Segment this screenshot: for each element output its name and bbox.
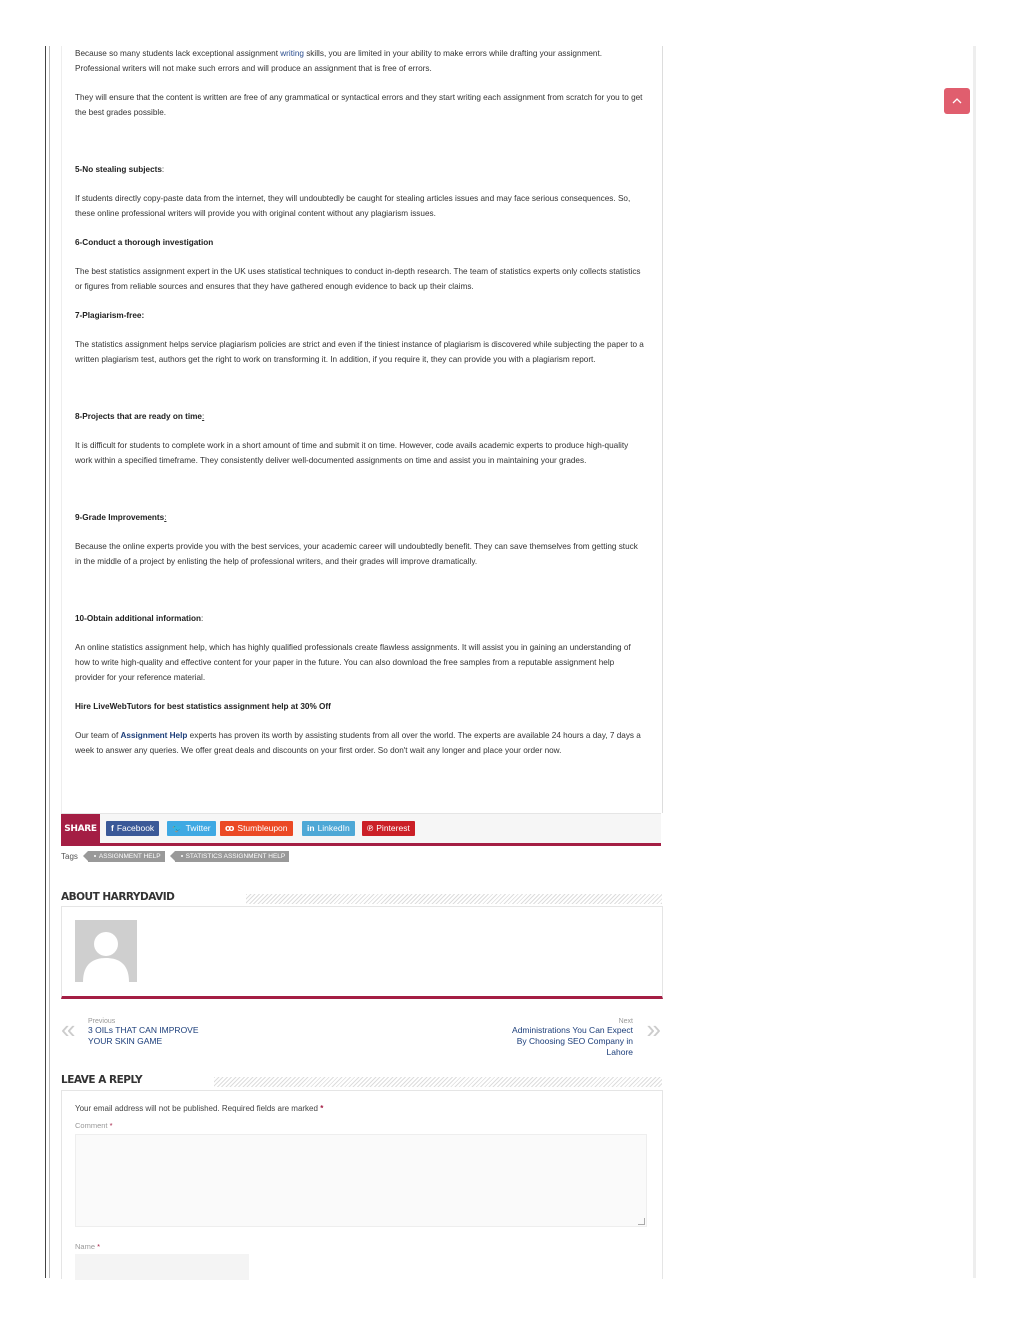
share-label: SHARE bbox=[61, 814, 100, 843]
heading-suffix: : bbox=[164, 513, 167, 522]
paragraph: Because the online experts provide you with the best services, your academic career will undoubtedly benefit. They can save themselves from getting stuck in the middle of a project by enlisting the help of professional writers, and their grades will improve dramatically. bbox=[75, 542, 638, 566]
next-post-title-line[interactable]: Lahore bbox=[606, 1047, 633, 1057]
share-button-label: Stumbleupon bbox=[237, 823, 288, 833]
comment-textarea[interactable] bbox=[75, 1134, 647, 1227]
pinterest-icon: ℗ bbox=[367, 823, 374, 833]
assignment-help-link[interactable]: Assignment Help bbox=[120, 731, 188, 740]
name-input[interactable] bbox=[75, 1254, 249, 1280]
section-heading-5 bbox=[75, 162, 645, 177]
heading-text: 9-Grade Improvements bbox=[75, 513, 165, 522]
paragraph: They will ensure that the content is written are free of any grammatical or syntactical errors and they start writing each assignment from scratch for you to get the best grades possible. bbox=[75, 93, 643, 117]
heading-suffix: : bbox=[201, 614, 204, 623]
title-stripes bbox=[246, 894, 662, 904]
twitter-icon: 🐦 bbox=[172, 823, 183, 833]
required-mark: * bbox=[320, 1104, 324, 1113]
leave-reply-title: LEAVE A REPLY bbox=[61, 1074, 143, 1086]
chevron-up-icon bbox=[952, 98, 962, 104]
required-mark: * bbox=[97, 1242, 101, 1251]
default-avatar-icon bbox=[75, 920, 137, 982]
paragraph bbox=[75, 46, 645, 76]
reply-note bbox=[75, 1104, 323, 1113]
section-heading-8 bbox=[75, 409, 645, 424]
stumbleupon-icon: ꝏ bbox=[225, 823, 235, 833]
resize-handle-icon[interactable] bbox=[638, 1218, 645, 1225]
comment-label bbox=[75, 1121, 113, 1130]
section-heading-7: 7-Plagiarism-free: bbox=[75, 311, 145, 320]
comment-label-text: Comment bbox=[75, 1121, 108, 1130]
tags-row bbox=[61, 851, 289, 862]
page-frame-left-border bbox=[45, 46, 46, 1278]
share-button-label: Facebook bbox=[116, 823, 155, 833]
avatar[interactable] bbox=[75, 920, 137, 982]
about-author-title: ABOUT HARRYDAVID bbox=[61, 891, 175, 903]
previous-arrow-icon[interactable]: « bbox=[61, 1014, 76, 1044]
share-button-label: Pinterest bbox=[376, 823, 410, 833]
heading-suffix: : bbox=[161, 165, 165, 174]
name-label bbox=[75, 1242, 100, 1251]
heading-text: 5-No stealing subjects bbox=[75, 165, 162, 174]
next-post-title-line[interactable]: Administrations You Can Expect bbox=[512, 1025, 633, 1035]
tag-label: ASSIGNMENT HELP bbox=[98, 853, 161, 860]
required-mark: * bbox=[109, 1121, 113, 1130]
previous-post-title-line[interactable]: YOUR SKIN GAME bbox=[88, 1036, 163, 1046]
facebook-share-button[interactable] bbox=[106, 821, 159, 836]
paragraph-text: skills, you are limited in your ability to make errors while drafting your assignment. Professional writers will not make such errors and will produce an assignment that is free of errors. bbox=[75, 49, 602, 73]
paragraph: The statistics assignment helps service plagiarism policies are strict and even if the tiniest instance of plagiarism is discovered while subjecting the paper to a written plagiarism test, authors get the right to work on transforming it. In addition, if you require it, they can provide you with a plagiarism report. bbox=[75, 340, 644, 364]
stumbleupon-share-button[interactable] bbox=[220, 821, 293, 836]
share-bar bbox=[61, 813, 661, 846]
title-stripes bbox=[214, 1077, 662, 1087]
paragraph: If students directly copy-paste data from the internet, they will undoubtedly be caught for stealing articles issues and may face serious consequences. So, these online professional writers will provide you with original content without any plagiarism issues. bbox=[75, 194, 631, 218]
reply-note-text: Your email address will not be published. Required fields are marked bbox=[75, 1104, 318, 1113]
paragraph bbox=[75, 728, 645, 758]
paragraph-text: Because so many students lack exceptional assignment bbox=[75, 49, 281, 58]
previous-post-title-line[interactable]: 3 OILs THAT CAN IMPROVE bbox=[88, 1025, 199, 1035]
section-heading-10 bbox=[75, 611, 645, 626]
share-button-label: Twitter bbox=[185, 823, 211, 833]
name-label-text: Name bbox=[75, 1242, 96, 1251]
heading-suffix: : bbox=[201, 412, 205, 421]
tags-label: Tags bbox=[61, 852, 78, 861]
author-box bbox=[61, 906, 663, 999]
previous-post[interactable] bbox=[88, 1018, 199, 1047]
writing-link[interactable]: writing bbox=[280, 49, 304, 58]
page-frame-right-border bbox=[973, 46, 976, 1278]
tag-assignment-help[interactable] bbox=[88, 851, 165, 862]
post-navigation bbox=[61, 1016, 661, 1066]
tag-label: STATISTICS ASSIGNMENT HELP bbox=[185, 853, 286, 860]
heading-text: 10-Obtain additional information bbox=[75, 614, 201, 623]
paragraph: An online statistics assignment help, which has highly qualified professionals create flawless assignments. It will assist you in gaining an understanding of how to write high-quality and effective content for your paper in the future. You can also download the free samples from a reputable assignment help provider for your reference material. bbox=[75, 643, 631, 682]
tag-statistics-assignment-help[interactable] bbox=[175, 851, 290, 862]
previous-label: Previous bbox=[88, 1018, 116, 1025]
heading-text: 8-Projects that are ready on time bbox=[75, 412, 202, 421]
share-button-label: LinkedIn bbox=[317, 823, 350, 833]
paragraph-text: Our team of bbox=[75, 731, 121, 740]
section-heading-6: 6-Conduct a thorough investigation bbox=[75, 238, 214, 247]
paragraph-text: experts has proven its worth by assisting students from all over the world. The experts are available 24 hours a day, 7 days a week to answer any queries. We offer great deals and discounts on your first order. So don't wait any longer and place your order now. bbox=[75, 731, 641, 755]
linkedin-share-button[interactable] bbox=[302, 821, 355, 836]
next-post[interactable] bbox=[512, 1018, 633, 1058]
twitter-share-button[interactable] bbox=[167, 821, 216, 836]
next-label: Next bbox=[618, 1018, 633, 1025]
section-heading-hire: Hire LiveWebTutors for best statistics assignment help at 30% Off bbox=[75, 702, 331, 711]
page-frame-left-border-inner bbox=[49, 46, 50, 1278]
next-arrow-icon[interactable]: » bbox=[646, 1014, 661, 1044]
linkedin-icon: in bbox=[307, 823, 315, 833]
paragraph: It is difficult for students to complete work in a short amount of time and submit it on time. However, code avails academic experts to produce high-quality work within a specified timeframe. They consistently deliver well-documented assignments on time and assist you in maintaining your grades. bbox=[75, 441, 629, 465]
scroll-to-top-button[interactable] bbox=[944, 88, 970, 114]
paragraph: The best statistics assignment expert in the UK uses statistical techniques to conduct in-depth research. The team of statistics experts only collects statistics or figures from reliable sources and ensures that they have gathered enough evidence to back up their claims. bbox=[75, 267, 641, 291]
facebook-icon: f bbox=[111, 823, 114, 833]
pinterest-share-button[interactable] bbox=[362, 821, 415, 836]
article-body bbox=[75, 46, 645, 772]
section-heading-9 bbox=[75, 510, 645, 525]
next-post-title-line[interactable]: By Choosing SEO Company in bbox=[516, 1036, 633, 1046]
